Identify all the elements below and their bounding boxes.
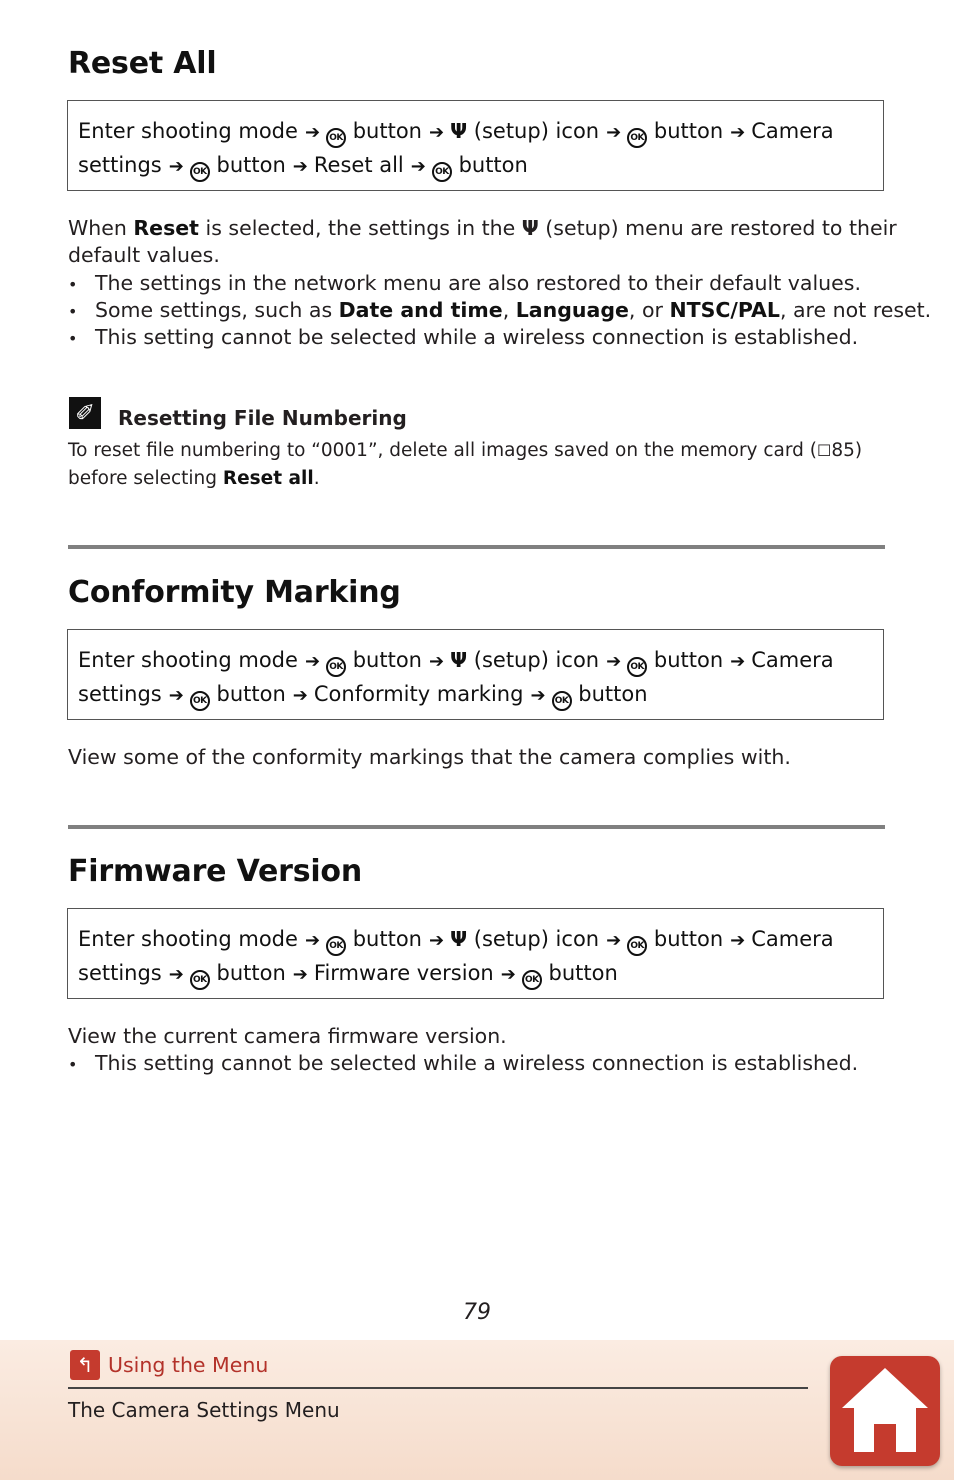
list-item: • Some settings, such as Date and time, Language, or NTSC/PAL, are not reset. <box>68 297 931 325</box>
setup-wrench-icon: Ψ <box>450 648 468 672</box>
arrow-icon: ➔ <box>500 964 516 985</box>
note-pencil-icon: ✐ <box>69 397 101 429</box>
ok-button-icon: OK <box>326 128 346 148</box>
arrow-icon: ➔ <box>730 122 746 143</box>
menu-path-reset-all: Enter shooting mode ➔ OK button ➔ Ψ (setup) icon ➔ OK button ➔ Camera settings ➔ OK button ➔ Reset all ➔ OK button <box>67 100 884 191</box>
ok-button-icon: OK <box>522 970 542 990</box>
ok-button-icon: OK <box>190 162 210 182</box>
arrow-icon: ➔ <box>304 651 321 672</box>
firmware-description: View the current camera firmware version. <box>68 1024 507 1048</box>
arrow-icon: ➔ <box>168 685 184 706</box>
arrow-icon: ➔ <box>168 964 184 985</box>
arrow-icon: ➔ <box>292 685 308 706</box>
footer-section-name: The Camera Settings Menu <box>68 1398 340 1422</box>
setup-wrench-icon: Ψ <box>521 216 539 240</box>
home-icon <box>830 1356 940 1466</box>
reset-description-line2: default values. <box>68 243 220 267</box>
arrow-icon: ➔ <box>606 930 622 951</box>
arrow-icon: ➔ <box>168 156 184 177</box>
ok-button-icon: OK <box>627 936 647 956</box>
using-the-menu-link[interactable]: Using the Menu <box>108 1353 269 1377</box>
list-item: • This setting cannot be selected while a wireless connection is established. <box>68 324 858 352</box>
conformity-description: View some of the conformity markings that the camera complies with. <box>68 745 791 769</box>
ok-button-icon: OK <box>627 128 647 148</box>
arrow-icon: ➔ <box>292 156 308 177</box>
footer-divider <box>68 1387 808 1389</box>
section-divider <box>68 545 885 549</box>
arrow-icon: ➔ <box>304 122 321 143</box>
arrow-icon: ➔ <box>606 122 622 143</box>
home-button[interactable] <box>830 1356 940 1466</box>
arrow-icon: ➔ <box>428 651 445 672</box>
back-arrow-icon[interactable]: ↰ <box>70 1350 100 1380</box>
ok-button-icon: OK <box>326 657 346 677</box>
ok-button-icon: OK <box>190 691 210 711</box>
setup-wrench-icon: Ψ <box>450 119 468 143</box>
ok-button-icon: OK <box>190 970 210 990</box>
arrow-icon: ➔ <box>606 651 622 672</box>
setup-wrench-icon: Ψ <box>450 927 468 951</box>
page-number: 79 <box>463 1300 491 1325</box>
menu-path-firmware: Enter shooting mode ➔ OK button ➔ Ψ (setup) icon ➔ OK button ➔ Camera settings ➔ OK button ➔ Firmware version ➔ OK button <box>67 908 884 999</box>
bullet-icon: • <box>68 275 78 294</box>
note-title: Resetting File Numbering <box>118 406 407 430</box>
ok-button-icon: OK <box>432 162 452 182</box>
bullet-icon: • <box>68 302 78 321</box>
section-title-reset-all: Reset All <box>68 46 217 81</box>
reset-description: When Reset is selected, the settings in the Ψ (setup) menu are restored to their <box>68 216 897 240</box>
arrow-icon: ➔ <box>730 930 746 951</box>
arrow-icon: ➔ <box>428 930 445 951</box>
ok-button-icon: OK <box>627 657 647 677</box>
bullet-icon: • <box>68 1055 78 1074</box>
section-title-conformity-marking: Conformity Marking <box>68 575 401 610</box>
note-text-line2: before selecting Reset all. <box>68 468 320 489</box>
arrow-icon: ➔ <box>530 685 546 706</box>
section-divider <box>68 825 885 829</box>
menu-path-conformity: Enter shooting mode ➔ OK button ➔ Ψ (setup) icon ➔ OK button ➔ Camera settings ➔ OK button ➔ Conformity marking ➔ OK button <box>67 629 884 720</box>
arrow-icon: ➔ <box>730 651 746 672</box>
section-title-firmware-version: Firmware Version <box>68 854 363 889</box>
page-reference-icon: ☐ <box>817 441 832 460</box>
arrow-icon: ➔ <box>304 930 321 951</box>
ok-button-icon: OK <box>326 936 346 956</box>
arrow-icon: ➔ <box>428 122 445 143</box>
ok-button-icon: OK <box>552 691 572 711</box>
arrow-icon: ➔ <box>410 156 426 177</box>
bullet-icon: • <box>68 329 78 348</box>
arrow-icon: ➔ <box>292 964 308 985</box>
list-item: • This setting cannot be selected while a wireless connection is established. <box>68 1050 858 1078</box>
list-item: • The settings in the network menu are also restored to their default values. <box>68 270 861 298</box>
note-text-line1: To reset file numbering to “0001”, delete all images saved on the memory card (☐85) <box>68 437 862 465</box>
